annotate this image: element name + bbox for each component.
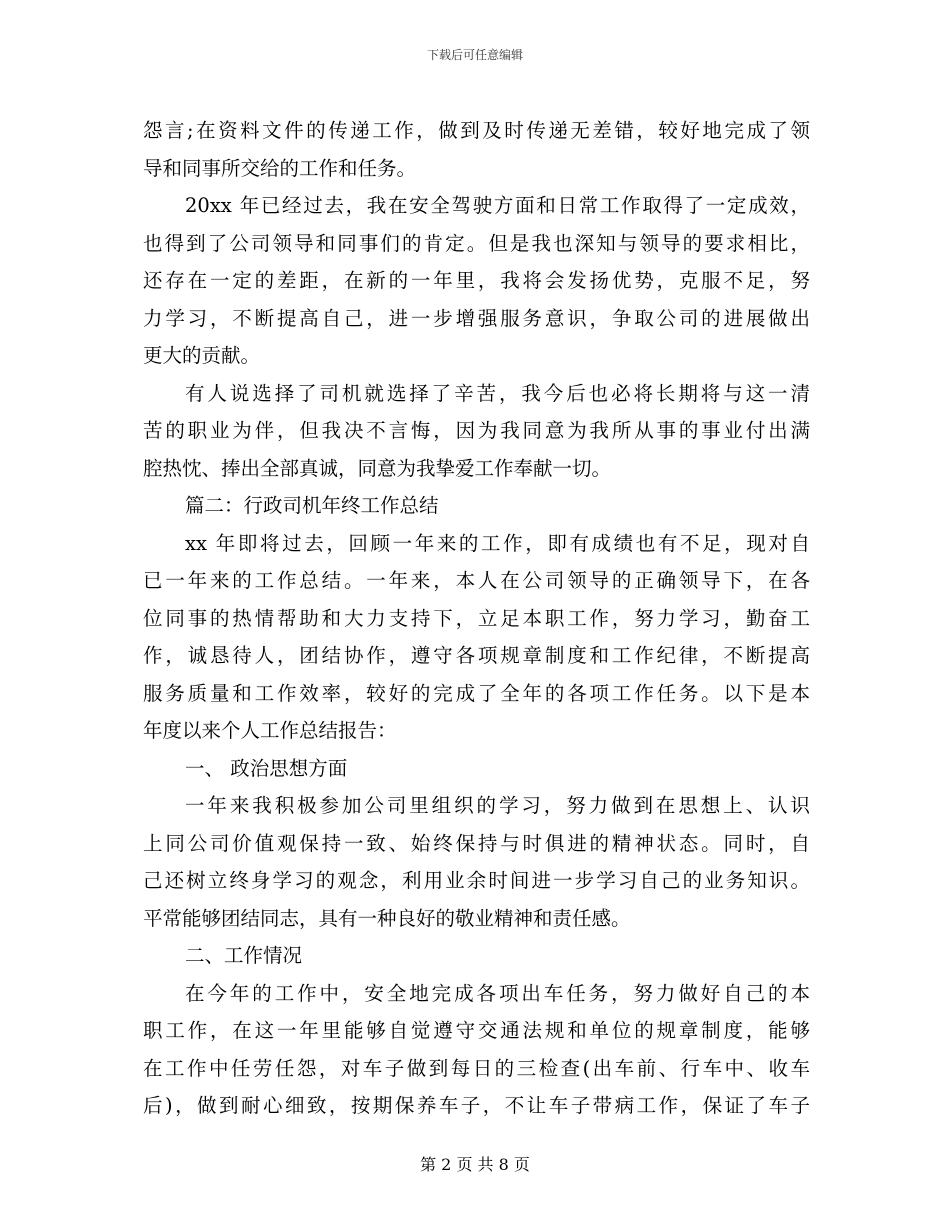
text-line: 20xx 年已经过去，我在安全驾驶方面和日常工作取得了一定成效， xyxy=(185,194,810,217)
text-line: 怨言;在资料文件的传递工作，做到及时传递无差错，较好地完成了领 xyxy=(143,119,810,142)
text-line: 作，诚恳待人，团结协作，遵守各项规章制度和工作纪律，不断提高 xyxy=(143,644,810,667)
text-line: 已一年来的工作总结。一年来，本人在公司领导的正确领导下，在各 xyxy=(143,569,810,592)
text-line: 篇二：行政司机年终工作总结 xyxy=(185,494,439,517)
text-line: 力学习，不断提高自己，进一步增强服务意识，争取公司的进展做出 xyxy=(143,306,810,330)
text-line: 有人说选择了司机就选择了辛苦，我今后也必将长期将与这一清 xyxy=(185,381,810,405)
text-line: 己还树立终身学习的观念，利用业余时间进一步学习自己的业务知识。 xyxy=(143,869,810,892)
text-line: 年度以来个人工作总结报告： xyxy=(143,719,397,742)
text-line: 苦的职业为伴，但我决不言悔，因为我同意为我所从事的事业付出满 xyxy=(143,419,810,442)
text-line: 也得到了公司领导和同事们的肯定。但是我也深知与领导的要求相比， xyxy=(143,231,810,255)
text-line: 腔热忱、捧出全部真诚，同意为我挚爱工作奉献一切。 xyxy=(143,456,612,480)
text-line: 职工作，在这一年里能够自觉遵守交通法规和单位的规章制度，能够 xyxy=(143,1019,810,1042)
text-line: 一、 政治思想方面 xyxy=(185,756,348,780)
text-line: 在今年的工作中，安全地完成各项出车任务，努力做好自己的本 xyxy=(185,981,810,1005)
page-header: 下载后可任意编辑 xyxy=(426,48,523,62)
text-line: 在工作中任劳任怨，对车子做到每日的三检查(出车前、行车中、收车 xyxy=(143,1056,810,1080)
text-line: 上同公司价值观保持一致、始终保持与时俱进的精神状态。同时，自 xyxy=(143,831,810,855)
text-line: 服务质量和工作效率，较好的完成了全年的各项工作任务。以下是本 xyxy=(143,681,810,705)
text-line: 二、工作情况 xyxy=(185,944,303,967)
text-line: 导和同事所交给的工作和任务。 xyxy=(143,156,417,180)
text-line: 后)，做到耐心细致，按期保养车子，不让车子带病工作，保证了车子 xyxy=(143,1094,810,1117)
document-body xyxy=(143,112,810,1125)
page-footer: 第 2 页 共 8 页 xyxy=(420,1155,530,1174)
text-line: 一年来我积极参加公司里组织的学习，努力做到在思想上、认识 xyxy=(185,794,810,817)
text-line: xx 年即将过去，回顾一年来的工作，即有成绩也有不足，现对自 xyxy=(185,531,810,555)
text-line: 位同事的热情帮助和大力支持下，立足本职工作，努力学习，勤奋工 xyxy=(143,606,810,630)
text-line: 还存在一定的差距，在新的一年里，我将会发扬优势，克服不足，努 xyxy=(143,269,810,292)
text-line: 更大的贡献。 xyxy=(143,344,261,367)
text-line: 平常能够团结同志，具有一种良好的敬业精神和责任感。 xyxy=(143,906,631,930)
